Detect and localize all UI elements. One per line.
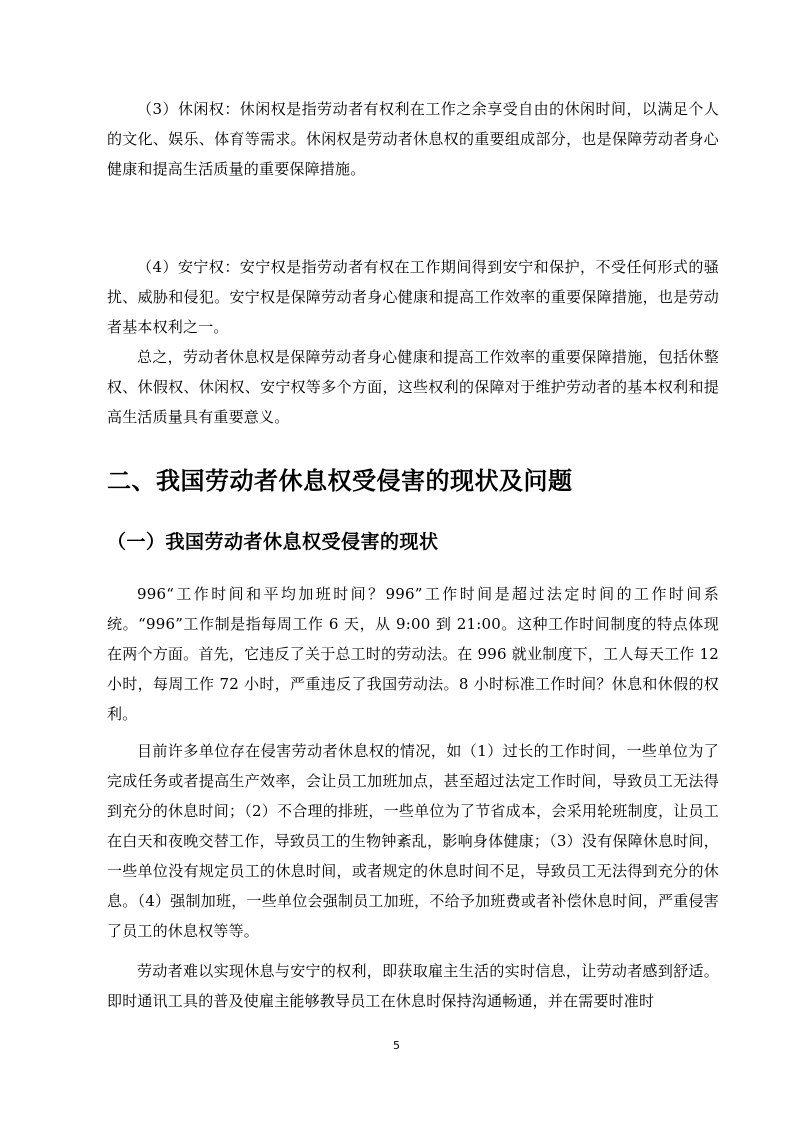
paragraph-infringement-cases: 目前许多单位存在侵害劳动者休息权的情况，如（1）过长的工作时间，一些单位为了完成任务或者提高生产效率，会让员工加班加点，甚至超过法定工作时间，导致员工无法得到充分的休息时间；（2）不合理的排班，一些单位为了节省成本，会采用轮班制度，让员工在白天和夜晚交替工作，导致员工的生物钟紊乱，影响身体健康；（3）没有保障休息时间，一些单位没有规定员工的休息时间，或者规定的休息时间不足，导致员工无法得到充分的休息。（4）强制加班，一些单位会强制员工加班，不给予加班费或者补偿休息时间，严重侵害了员工的休息权等等。 — [107, 742, 719, 940]
page-number: 5 — [393, 1039, 400, 1052]
paragraph-summary: 总之，劳动者休息权是保障劳动者身心健康和提高工作效率的重要保障措施，包括休整权、休假权、休闲权、安宁权等多个方面，这些权利的保障对于维护劳动者的基本权利和提高生活质量具有重要意义。 — [107, 348, 719, 426]
paragraph-996-system: 996“工作时间和平均加班时间？996”工作时间是超过法定时间的工作时间系统。“996”工作制是指每周工作 6 天，从 9:00 到 21:00。这种工作时间制度的特点体现在两个方面。首先，它违反了关于总工时的劳动法。在 996 就业制度下，工人每天工作 12 小时，每周工作 72 小时，严重违反了我国劳动法。8 小时标准工作时间？休息和休假的权利。 — [107, 585, 719, 723]
paragraph-tranquility-right: （4）安宁权：安宁权是指劳动者有权在工作期间得到安宁和保护，不受任何形式的骚扰、威胁和侵犯。安宁权是保障劳动者身心健康和提高工作效率的重要保障措施，也是劳动者基本权利之一。 — [107, 258, 719, 336]
paragraph-leisure-right: （3）休闲权：休闲权是指劳动者有权利在工作之余享受自由的休闲时间，以满足个人的文化、娱乐、体育等需求。休闲权是劳动者休息权的重要组成部分，也是保障劳动者身心健康和提高生活质量的重要保障措施。 — [107, 100, 719, 178]
subsection-heading: （一）我国劳动者休息权受侵害的现状 — [107, 531, 439, 553]
section-heading: 二、我国劳动者休息权受侵害的现状及问题 — [107, 467, 573, 495]
paragraph-instant-messaging: 劳动者难以实现休息与安宁的权利，即获取雇主生活的实时信息，让劳动者感到舒适。即时通讯工具的普及使雇主能够教导员工在休息时保持沟通畅通，并在需要时准时 — [107, 962, 719, 1010]
